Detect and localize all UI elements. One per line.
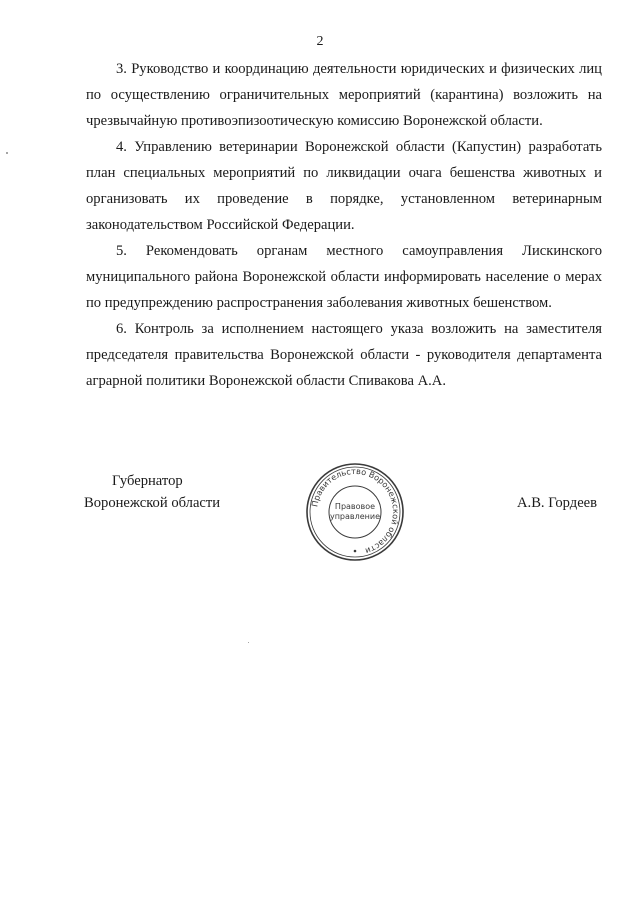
document-body xyxy=(86,56,602,394)
stamp-inner-line2: управление xyxy=(329,512,381,521)
stamp-star-mark xyxy=(354,550,357,553)
paragraph-5: 5. Рекомендовать органам местного самоуправления Лискинского муниципального района Воронежской области информировать население о мерах по предупреждению распространения заболевания животных бешенством. xyxy=(86,243,602,311)
signatory-title xyxy=(84,470,220,514)
scan-speck xyxy=(6,152,8,154)
paragraph-3: 3. Руководство и координацию деятельности юридических и физических лиц по осуществлению ограничительных мероприятий (карантина) возложить на чрезвычайную противоэпизоотическую комиссию Воронежской области. xyxy=(86,61,602,129)
page-number: 2 xyxy=(316,34,324,49)
paragraph-4: 4. Управлению ветеринарии Воронежской области (Капустин) разработать план специальных мероприятий по ликвидации очага бешенства животных и организовать их проведение в порядке, установленном ветеринарным законодательством Российской Федерации. xyxy=(86,139,602,233)
official-stamp xyxy=(305,462,405,562)
signatory-name: А.В. Гордеев xyxy=(517,495,598,511)
stamp-inner-line1: Правовое xyxy=(334,502,376,511)
signatory-position: Губернатор xyxy=(112,473,183,489)
scan-speck xyxy=(248,642,249,643)
signatory-region: Воронежской области xyxy=(84,495,221,511)
stamp-outer-text: Правительство Воронежской области xyxy=(309,465,402,557)
paragraph-6: 6. Контроль за исполнением настоящего указа возложить на заместителя председателя правительства Воронежской области - руководителя департамента аграрной политики Воронежской области Спивакова А.А. xyxy=(86,321,602,389)
